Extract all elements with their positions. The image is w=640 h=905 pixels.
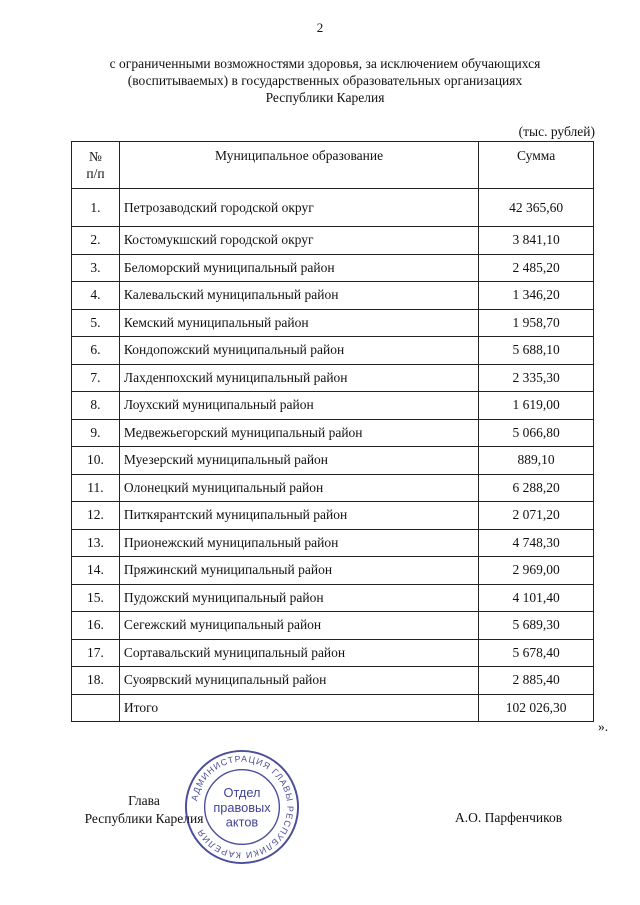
row-sum: 5 066,80 — [479, 419, 594, 447]
header-number — [72, 142, 120, 189]
row-municipality: Прионежский муниципальный район — [119, 529, 478, 557]
row-municipality: Калевальский муниципальный район — [119, 282, 478, 310]
row-number: 9. — [72, 419, 120, 447]
stamp-center-line-2: правовых — [213, 799, 271, 815]
row-sum: 2 885,40 — [479, 667, 594, 695]
row-number: 12. — [72, 502, 120, 530]
row-number: 16. — [72, 612, 120, 640]
row-sum: 4 101,40 — [479, 584, 594, 612]
signatory-title-line-2: Республики Карелия — [84, 811, 204, 826]
total-number-cell — [72, 694, 120, 722]
heading-line-3: Республики Карелия — [265, 90, 385, 105]
table-row — [72, 227, 594, 255]
closing-quote: ». — [598, 719, 609, 734]
table-header-row — [72, 142, 594, 189]
row-sum: 2 485,20 — [479, 254, 594, 282]
row-municipality: Костомукшский городской округ — [119, 227, 478, 255]
row-municipality: Лахденпохский муниципальный район — [119, 364, 478, 392]
row-municipality: Петрозаводский городской округ — [119, 189, 478, 227]
row-sum: 5 688,10 — [479, 337, 594, 365]
row-municipality: Кондопожский муниципальный район — [119, 337, 478, 365]
total-label: Итого — [119, 694, 478, 722]
row-number: 11. — [72, 474, 120, 502]
stamp-center-line-3: актов — [225, 814, 259, 830]
row-sum: 1 958,70 — [479, 309, 594, 337]
row-number: 6. — [72, 337, 120, 365]
row-sum: 4 748,30 — [479, 529, 594, 557]
table-row — [72, 639, 594, 667]
table-row — [72, 474, 594, 502]
stamp-ring-textpath: АДМИНИСТРАЦИЯ ГЛАВЫ РЕСПУБЛИКИ КАРЕЛИЯ — [189, 753, 296, 861]
row-number: 13. — [72, 529, 120, 557]
row-municipality: Олонецкий муниципальный район — [119, 474, 478, 502]
table-row — [72, 447, 594, 475]
table-row — [72, 189, 594, 227]
units-label: (тыс. рублей) — [518, 124, 595, 139]
row-municipality: Сортавальский муниципальный район — [119, 639, 478, 667]
table-row — [72, 282, 594, 310]
table-body — [72, 189, 594, 722]
row-number: 1. — [72, 189, 120, 227]
row-sum: 1 346,20 — [479, 282, 594, 310]
header-sum: Сумма — [479, 142, 594, 189]
row-number: 5. — [72, 309, 120, 337]
table-row — [72, 529, 594, 557]
row-sum: 3 841,10 — [479, 227, 594, 255]
row-number: 18. — [72, 667, 120, 695]
table-row — [72, 612, 594, 640]
header-number-line-1: № — [89, 149, 102, 164]
row-sum: 2 969,00 — [479, 557, 594, 585]
row-sum: 42 365,60 — [479, 189, 594, 227]
row-number: 15. — [72, 584, 120, 612]
row-municipality: Суоярвский муниципальный район — [119, 667, 478, 695]
row-number: 14. — [72, 557, 120, 585]
distribution-table — [71, 141, 594, 722]
row-number: 7. — [72, 364, 120, 392]
table-total-row — [72, 694, 594, 722]
table-row — [72, 419, 594, 447]
row-municipality: Сегежский муниципальный район — [119, 612, 478, 640]
table-row — [72, 392, 594, 420]
row-number: 4. — [72, 282, 120, 310]
row-number: 8. — [72, 392, 120, 420]
row-municipality: Пудожский муниципальный район — [119, 584, 478, 612]
row-sum: 2 335,30 — [479, 364, 594, 392]
signatory-name: А.О. Парфенчиков — [455, 810, 563, 825]
heading-line-1: с ограниченными возможностями здоровья, за исключением обучающихся — [109, 56, 541, 71]
table-row — [72, 667, 594, 695]
row-municipality: Пряжинский муниципальный район — [119, 557, 478, 585]
stamp-center-line-1: Отдел — [223, 785, 261, 801]
row-sum: 6 288,20 — [479, 474, 594, 502]
document-heading — [60, 55, 590, 106]
table-row — [72, 254, 594, 282]
row-municipality: Питкярантский муниципальный район — [119, 502, 478, 530]
row-municipality: Кемский муниципальный район — [119, 309, 478, 337]
table-row — [72, 309, 594, 337]
row-number: 17. — [72, 639, 120, 667]
row-sum: 5 678,40 — [479, 639, 594, 667]
row-sum: 5 689,30 — [479, 612, 594, 640]
row-sum: 1 619,00 — [479, 392, 594, 420]
row-number: 10. — [72, 447, 120, 475]
row-sum: 889,10 — [479, 447, 594, 475]
table-row — [72, 364, 594, 392]
header-municipality: Муниципальное образование — [119, 142, 478, 189]
row-number: 2. — [72, 227, 120, 255]
row-municipality: Лоухский муниципальный район — [119, 392, 478, 420]
table-row — [72, 502, 594, 530]
row-sum: 2 071,20 — [479, 502, 594, 530]
row-municipality: Медвежьегорский муниципальный район — [119, 419, 478, 447]
row-municipality: Беломорский муниципальный район — [119, 254, 478, 282]
page-number: 2 — [316, 20, 324, 35]
table-row — [72, 337, 594, 365]
row-municipality: Муезерский муниципальный район — [119, 447, 478, 475]
official-stamp — [183, 748, 301, 866]
header-number-line-2: п/п — [86, 166, 105, 181]
signatory-title-line-1: Глава — [128, 793, 160, 808]
total-sum: 102 026,30 — [479, 694, 594, 722]
table-row — [72, 584, 594, 612]
heading-line-2: (воспитываемых) в государственных образовательных организациях — [127, 73, 523, 88]
table-row — [72, 557, 594, 585]
row-number: 3. — [72, 254, 120, 282]
